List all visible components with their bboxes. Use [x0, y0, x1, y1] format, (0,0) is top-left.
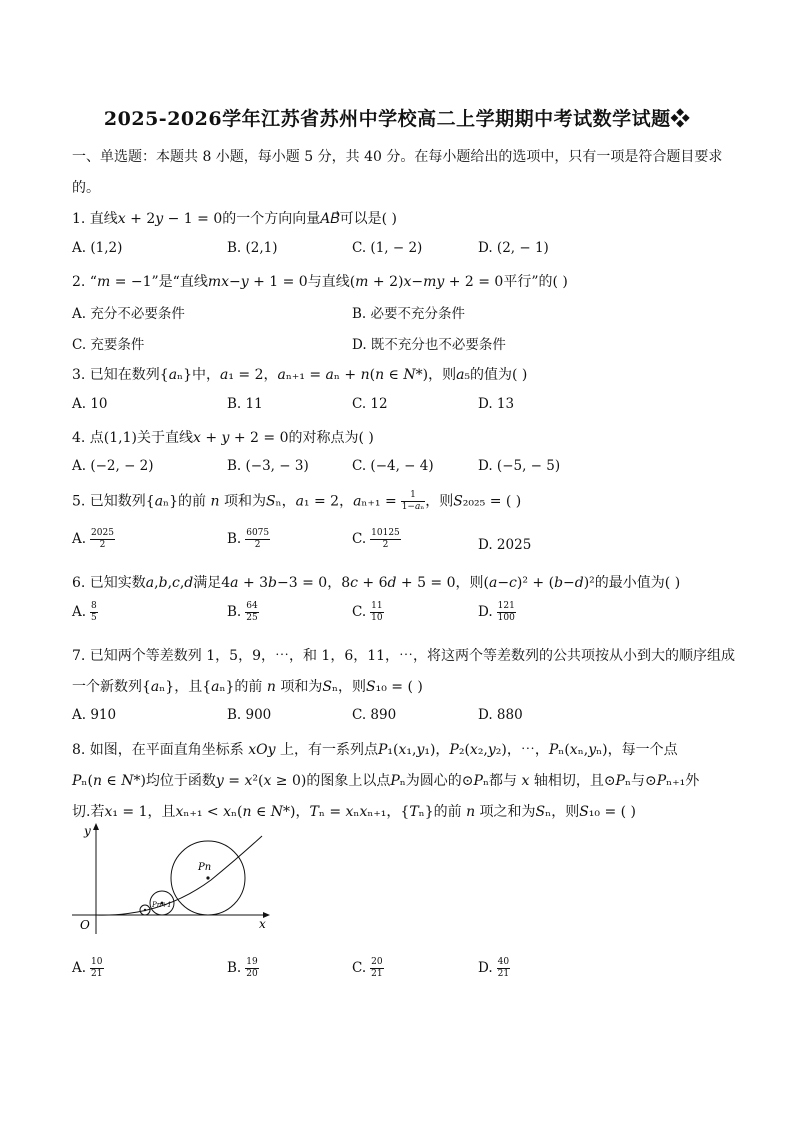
question-1-option-c: C. (1, − 2) — [352, 240, 423, 256]
fraction-denominator: 100 — [497, 613, 515, 623]
center-pn — [206, 876, 209, 879]
question-2-option-b: B. 必要不充分条件 — [352, 306, 466, 322]
question-6-option-b — [227, 601, 259, 624]
question-4-option-c: C. (−4, − 4) — [352, 458, 434, 474]
option-label: C. — [352, 531, 367, 547]
question-6-option-c — [352, 601, 384, 624]
question-4-option-a: A. (−2, − 2) — [72, 458, 154, 474]
question-5-option-d: D. 2025 — [478, 537, 532, 553]
parabola-curve — [96, 836, 262, 915]
center-small — [144, 909, 146, 911]
question-8-option-c — [352, 957, 384, 980]
question-8-option-d — [478, 957, 510, 980]
question-4-option-b: B. (−3, − 3) — [227, 458, 309, 474]
fraction-numerator: 6075 — [246, 528, 270, 538]
question-8-figure — [66, 822, 276, 937]
question-5-option-b — [227, 528, 270, 551]
fraction-numerator: 40 — [497, 957, 510, 967]
option-label: B. — [227, 604, 242, 620]
option-fraction — [370, 601, 383, 624]
question-7-option-d: D. 880 — [478, 707, 523, 723]
question-2-option-a: A. 充分不必要条件 — [72, 306, 185, 322]
option-fraction — [90, 957, 103, 980]
fraction-denominator: 1−𝑎ₙ — [401, 502, 425, 512]
question-2-stem: 2. “𝑚 = −1”是“直线𝑚𝑥−𝑦 + 1 = 0与直线(𝑚 + 2)𝑥−𝑚𝑦 + 2 = 0平行”的( ) — [72, 274, 568, 290]
fraction-denominator: 10 — [371, 613, 383, 623]
section-heading-line1: 一、单选题：本题共 8 小题，每小题 5 分，共 40 分。在每小题给出的选项中，只有一项是符合题目要求 — [72, 149, 723, 165]
exam-title: 2025-2026学年江苏省苏州中学校高二上学期期中考试数学试题❖ — [103, 108, 691, 130]
option-fraction — [497, 601, 516, 624]
option-fraction — [370, 957, 383, 980]
question-8-option-a — [72, 957, 104, 980]
question-1-stem: 1. 直线𝑥 + 2𝑦 − 1 = 0的一个方向向量𝐴𝐵⃗可以是( ) — [72, 211, 398, 227]
question-8-stem-line2: 𝑃ₙ(𝑛 ∈ 𝑁*)均位于函数𝑦 = 𝑥²(𝑥 ≥ 0)的图象上以点𝑃ₙ为圆心的⊙𝑃ₙ都与 𝑥 轴相切，且⊙𝑃ₙ与⊙𝑃ₙ₊₁外 — [72, 773, 700, 789]
pn1-label: Pn+1 — [152, 901, 172, 909]
y-axis-label: y — [84, 824, 91, 838]
question-1-option-b: B. (2,1) — [227, 240, 278, 256]
question-8-stem-line3: 切.若𝑥₁ = 1，且𝑥ₙ₊₁ < 𝑥ₙ(𝑛 ∈ 𝑁*)，𝑇ₙ = 𝑥ₙ𝑥ₙ₊₁，{𝑇ₙ}的前 𝑛 项之和为𝑆ₙ，则𝑆₁₀ = ( ) — [72, 804, 637, 820]
question-7-option-c: C. 890 — [352, 707, 397, 723]
option-label: D. — [478, 604, 493, 620]
option-fraction — [245, 957, 258, 980]
question-1-option-a: A. (1,2) — [72, 240, 123, 256]
fraction-numerator: 20 — [371, 957, 383, 967]
fraction-denominator: 5 — [91, 613, 97, 623]
fraction-numerator: 64 — [246, 601, 258, 611]
option-fraction — [497, 957, 510, 980]
fraction-numerator: 1 — [401, 490, 426, 502]
question-1-option-d: D. (2, − 1) — [478, 240, 549, 256]
question-8-option-b — [227, 957, 259, 980]
question-3-option-c: C. 12 — [352, 396, 388, 412]
option-fraction — [90, 601, 98, 624]
option-label: A. — [72, 604, 87, 620]
question-5-stem-part-a: 5. 已知数列{𝑎ₙ}的前 𝑛 项和为𝑆ₙ，𝑎₁ = 2，𝑎ₙ₊₁ = — [72, 493, 397, 510]
question-2-option-c: C. 充要条件 — [72, 337, 145, 353]
question-4-stem: 4. 点(1,1)关于直线𝑥 + 𝑦 + 2 = 0的对称点为( ) — [72, 430, 374, 446]
x-axis-label: x — [259, 917, 266, 931]
fraction-numerator: 10 — [91, 957, 103, 967]
question-7-stem-line1: 7. 已知两个等差数列 1，5，9，⋯，和 1，6，11，⋯，将这两个等差数列的公共项按从小到大的顺序组成 — [72, 648, 736, 664]
option-fraction — [245, 528, 270, 551]
question-2-option-d: D. 既不充分也不必要条件 — [352, 337, 506, 353]
option-label: C. — [352, 960, 367, 976]
fraction-denominator: 2 — [382, 540, 389, 550]
option-label: A. — [72, 531, 87, 547]
option-fraction — [245, 601, 258, 624]
question-6-option-d — [478, 601, 516, 624]
pn-label: Pn — [198, 862, 212, 873]
question-3-option-d: D. 13 — [478, 396, 515, 412]
fraction-denominator: 21 — [91, 969, 103, 979]
question-6-stem: 6. 已知实数𝑎,𝑏,𝑐,𝑑满足4𝑎 + 3𝑏−3 = 0，8𝑐 + 6𝑑 + 5 = 0，则(𝑎−𝑐)² + (𝑏−𝑑)²的最小值为( ) — [72, 575, 681, 591]
option-fraction — [370, 528, 401, 551]
fraction-denominator: 2 — [254, 540, 261, 550]
fraction-numerator: 2025 — [91, 528, 114, 538]
question-3-stem: 3. 已知在数列{𝑎ₙ}中，𝑎₁ = 2，𝑎ₙ₊₁ = 𝑎ₙ + 𝑛(𝑛 ∈ 𝑁*)，则𝑎₅的值为( ) — [72, 367, 528, 383]
question-5-option-a — [72, 528, 115, 551]
origin-label: O — [80, 918, 90, 932]
question-3-option-b: B. 11 — [227, 396, 263, 412]
fraction-denominator: 21 — [497, 969, 510, 979]
fraction-numerator: 19 — [246, 957, 258, 967]
option-label: C. — [352, 604, 367, 620]
question-5-stem — [72, 490, 521, 513]
option-label: B. — [227, 960, 242, 976]
question-5-stem-part-b: ，则𝑆₂₀₂₅ = ( ) — [425, 493, 522, 510]
fraction-denominator: 21 — [371, 969, 383, 979]
option-label: D. — [478, 960, 493, 976]
question-3-option-a: A. 10 — [72, 396, 108, 412]
question-5-stem-fraction — [401, 490, 426, 513]
section-heading-line2: 的。 — [72, 180, 100, 196]
fraction-numerator: 11 — [371, 601, 383, 611]
question-7-stem-line2: 一个新数列{𝑎ₙ}，且{𝑎ₙ}的前 𝑛 项和为𝑆ₙ，则𝑆₁₀ = ( ) — [72, 679, 423, 695]
question-4-option-d: D. (−5, − 5) — [478, 458, 561, 474]
fraction-denominator: 25 — [246, 613, 258, 623]
question-8-stem-line1: 8. 如图，在平面直角坐标系 𝑥𝑂𝑦 上，有一系列点𝑃₁(𝑥₁,𝑦₁)，𝑃₂(𝑥₂,𝑦₂)，⋯，𝑃ₙ(𝑥ₙ,𝑦ₙ)，每一个点 — [72, 742, 678, 758]
fraction-denominator: 20 — [246, 969, 258, 979]
option-fraction — [90, 528, 115, 551]
y-axis-arrow — [93, 823, 99, 830]
option-label: B. — [227, 531, 242, 547]
fraction-numerator: 10125 — [371, 528, 400, 538]
question-6-option-a — [72, 601, 98, 624]
question-7-option-a: A. 910 — [72, 707, 117, 723]
question-5-option-c — [352, 528, 401, 551]
question-7-option-b: B. 900 — [227, 707, 272, 723]
fraction-numerator: 8 — [91, 601, 97, 611]
option-label: A. — [72, 960, 87, 976]
fraction-numerator: 121 — [497, 601, 515, 611]
fraction-denominator: 2 — [99, 540, 106, 550]
